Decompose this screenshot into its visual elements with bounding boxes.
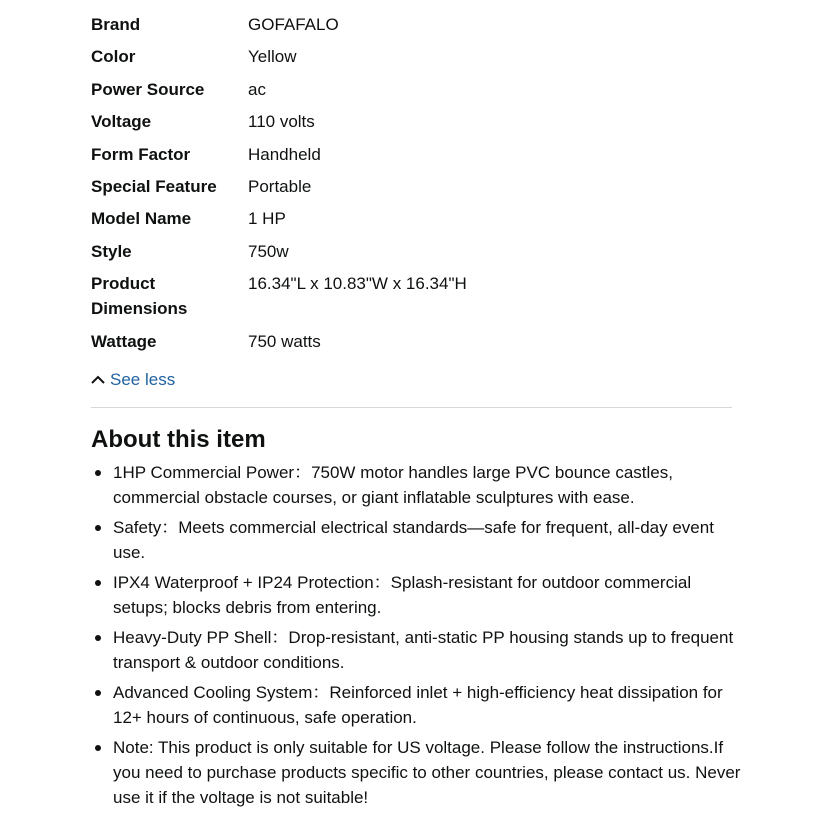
product-specs-table <box>91 12 731 361</box>
about-bullet: Advanced Cooling System：Reinforced inlet + high-efficiency heat dissipation for 12+ hours of continuous, safe operation. <box>91 680 741 730</box>
spec-value: 750w <box>248 241 289 261</box>
about-bullet-list <box>91 460 741 815</box>
spec-key: Product Dimensions <box>91 274 188 319</box>
spec-row-power-source <box>91 77 731 102</box>
spec-value: Yellow <box>248 47 297 67</box>
spec-value: 16.34"L x 10.83"W x 16.34"H <box>248 274 467 294</box>
about-bullet: Safety：Meets commercial electrical standards—safe for frequent, all-day event use. <box>91 515 741 565</box>
spec-row-model-name <box>91 206 731 231</box>
spec-key: Special Feature <box>91 176 217 196</box>
see-less-label: See less <box>110 370 176 389</box>
spec-value: Handheld <box>248 144 321 164</box>
spec-key: Model Name <box>91 209 192 229</box>
about-bullet: Note: This product is only suitable for US voltage. Please follow the instructions.If you need to purchase products specific to other countries, please contact us. Never use it if the voltage is not suitable! <box>91 735 741 810</box>
spec-value: 110 volts <box>248 112 315 132</box>
spec-row-wattage <box>91 329 731 354</box>
see-less-link[interactable] <box>90 370 175 390</box>
spec-row-voltage <box>91 109 731 134</box>
spec-value: 1 HP <box>248 209 286 229</box>
spec-key: Brand <box>91 15 141 34</box>
spec-key: Color <box>91 47 136 67</box>
spec-key: Wattage <box>91 331 157 351</box>
spec-row-product-dimensions <box>91 271 731 321</box>
spec-value: ac <box>248 79 266 99</box>
about-title: About this item <box>91 426 266 453</box>
spec-value: GOFAFALO <box>248 15 339 34</box>
about-bullet: 1HP Commercial Power：750W motor handles large PVC bounce castles, commercial obstacle courses, or giant inflatable sculptures with ease. <box>91 460 741 510</box>
spec-row-color <box>91 44 731 69</box>
spec-key: Voltage <box>91 112 152 132</box>
chevron-up-icon <box>90 372 106 388</box>
spec-value: Portable <box>248 176 312 196</box>
spec-key: Form Factor <box>91 144 191 164</box>
spec-value: 750 watts <box>248 331 321 351</box>
spec-row-special-feature <box>91 174 731 199</box>
spec-row-brand <box>91 12 731 37</box>
about-bullet: Heavy-Duty PP Shell：Drop-resistant, anti-static PP housing stands up to frequent transport & outdoor conditions. <box>91 625 741 675</box>
about-bullet: IPX4 Waterproof + IP24 Protection：Splash-resistant for outdoor commercial setups; blocks debris from entering. <box>91 570 741 620</box>
spec-row-form-factor <box>91 142 731 167</box>
section-divider <box>91 407 732 408</box>
spec-key: Style <box>91 241 132 261</box>
spec-key: Power Source <box>91 79 205 99</box>
spec-row-style <box>91 239 731 264</box>
